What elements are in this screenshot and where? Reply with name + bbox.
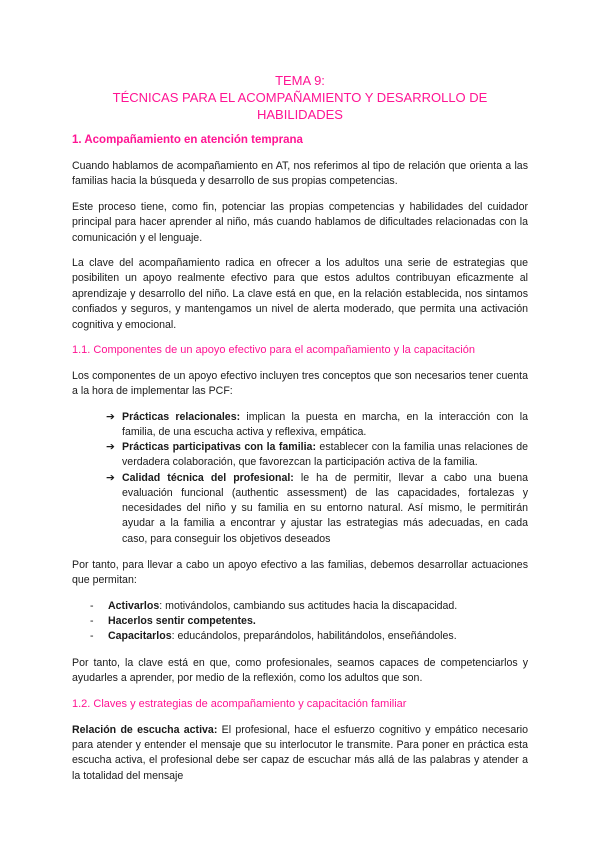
item-text: : motivándolos, cambiando sus actitudes hacia la discapacidad. xyxy=(159,599,458,612)
section-1-1-heading: 1.1. Componentes de un apoyo efectivo para el acompañamiento y la capacitación xyxy=(72,344,475,357)
components-list xyxy=(72,410,528,547)
dash-bullet: - xyxy=(90,599,94,612)
item-term: Relación de escucha activa: xyxy=(72,723,218,736)
item-term: Activarlos xyxy=(108,599,160,612)
title-line-2: TÉCNICAS PARA EL ACOMPAÑAMIENTO Y DESARROLLO DE xyxy=(112,90,488,105)
section-1-1-paragraph: Por tanto, para llevar a cabo un apoyo efectivo a las familias, debemos desarrollar actuaciones que permitan: xyxy=(72,558,528,587)
item-text: establecer con la familia unas relaciones de verdadera colaboración, que favorezcan la participación activa de la familia. xyxy=(122,441,528,469)
section-1-2-paragraph xyxy=(72,723,528,785)
title-line-1: TEMA 9: xyxy=(275,73,325,88)
section-1-1-intro: Los componentes de un apoyo efectivo incluyen tres conceptos que son necesarios tener cuenta a la hora de implementar las PCF: xyxy=(72,370,528,398)
list-item xyxy=(106,471,528,547)
list-item xyxy=(106,440,528,470)
item-term: Prácticas relacionales: xyxy=(122,410,241,423)
section-1-paragraph: Este proceso tiene, como fin, potenciar las propias competencias y habilidades del cuidador principal para hacer aprender al niño, más cuando hablamos de dificultades relacionadas con la comunicación y el lenguaje. xyxy=(72,200,528,244)
item-text: implican la puesta en marcha, en la interacción con la familia, de una escucha activa y reflexiva, empática. xyxy=(122,410,528,439)
list-item xyxy=(90,614,528,629)
title-line-3: HABILIDADES xyxy=(257,107,343,122)
dash-bullet: - xyxy=(90,614,94,627)
item-term: Hacerlos sentir competentes. xyxy=(108,614,256,627)
list-item xyxy=(90,629,528,644)
actions-list xyxy=(72,599,528,645)
arrow-right-icon: ➔ xyxy=(106,410,115,423)
item-term: Prácticas participativas con la familia: xyxy=(122,441,316,454)
section-1-heading: 1. Acompañamiento en atención temprana xyxy=(72,134,303,146)
item-term: Capacitarlos xyxy=(108,630,172,643)
section-1-1-paragraph: Por tanto, la clave está en que, como profesionales, seamos capaces de competenciarlos y ayudarles a aprender, por medio de la reflexión, como los adultos que son. xyxy=(72,656,528,685)
item-text: El profesional, hace el esfuerzo cognitivo y empático necesario para atender y entender el mensaje que su interlocutor le transmite. Para poner en práctica esta escucha activa, el profesional debe ser capaz de escuchar más allá de las palabras y atender a la totalidad del mensaje xyxy=(72,723,528,782)
list-item xyxy=(106,410,528,440)
dash-bullet: - xyxy=(90,630,94,643)
section-1-paragraph: Cuando hablamos de acompañamiento en AT, nos referimos al tipo de relación que orienta a las familias hacia la búsqueda y desarrollo de sus propias competencias. xyxy=(72,160,528,188)
section-1-paragraph: La clave del acompañamiento radica en ofrecer a los adultos una serie de estrategias que posibiliten un apoyo realmente efectivo para que estos adultos contribuyan eficazmente al aprendizaje y desarrollo del niño. La clave está en que, en la relación establecida, nos sintamos confiados y seguros, y mantengamos un nivel de alerta moderado, que permita una activación cognitiva y emocional. xyxy=(72,257,528,331)
section-1-2-heading: 1.2. Claves y estrategias de acompañamiento y capacitación familiar xyxy=(72,697,407,710)
arrow-right-icon: ➔ xyxy=(106,441,115,454)
item-term: Calidad técnica del profesional: xyxy=(122,471,294,484)
item-text: le ha de permitir, llevar a cabo una buena evaluación funcional (authentic assessment) de las capacidades, fortalezas y necesidades del niño y su familia en su entorno natural. Así mismo, le permitirán ayudar a la familia a encontrar y ajustar las estrategias más adecuadas, en cada caso, para conseguir los objetivos deseados xyxy=(122,471,528,545)
list-item xyxy=(90,599,528,614)
arrow-right-icon: ➔ xyxy=(106,471,115,484)
document-title xyxy=(72,72,528,123)
item-text: : educándolos, preparándolos, habilitándolos, enseñándoles. xyxy=(171,630,457,643)
